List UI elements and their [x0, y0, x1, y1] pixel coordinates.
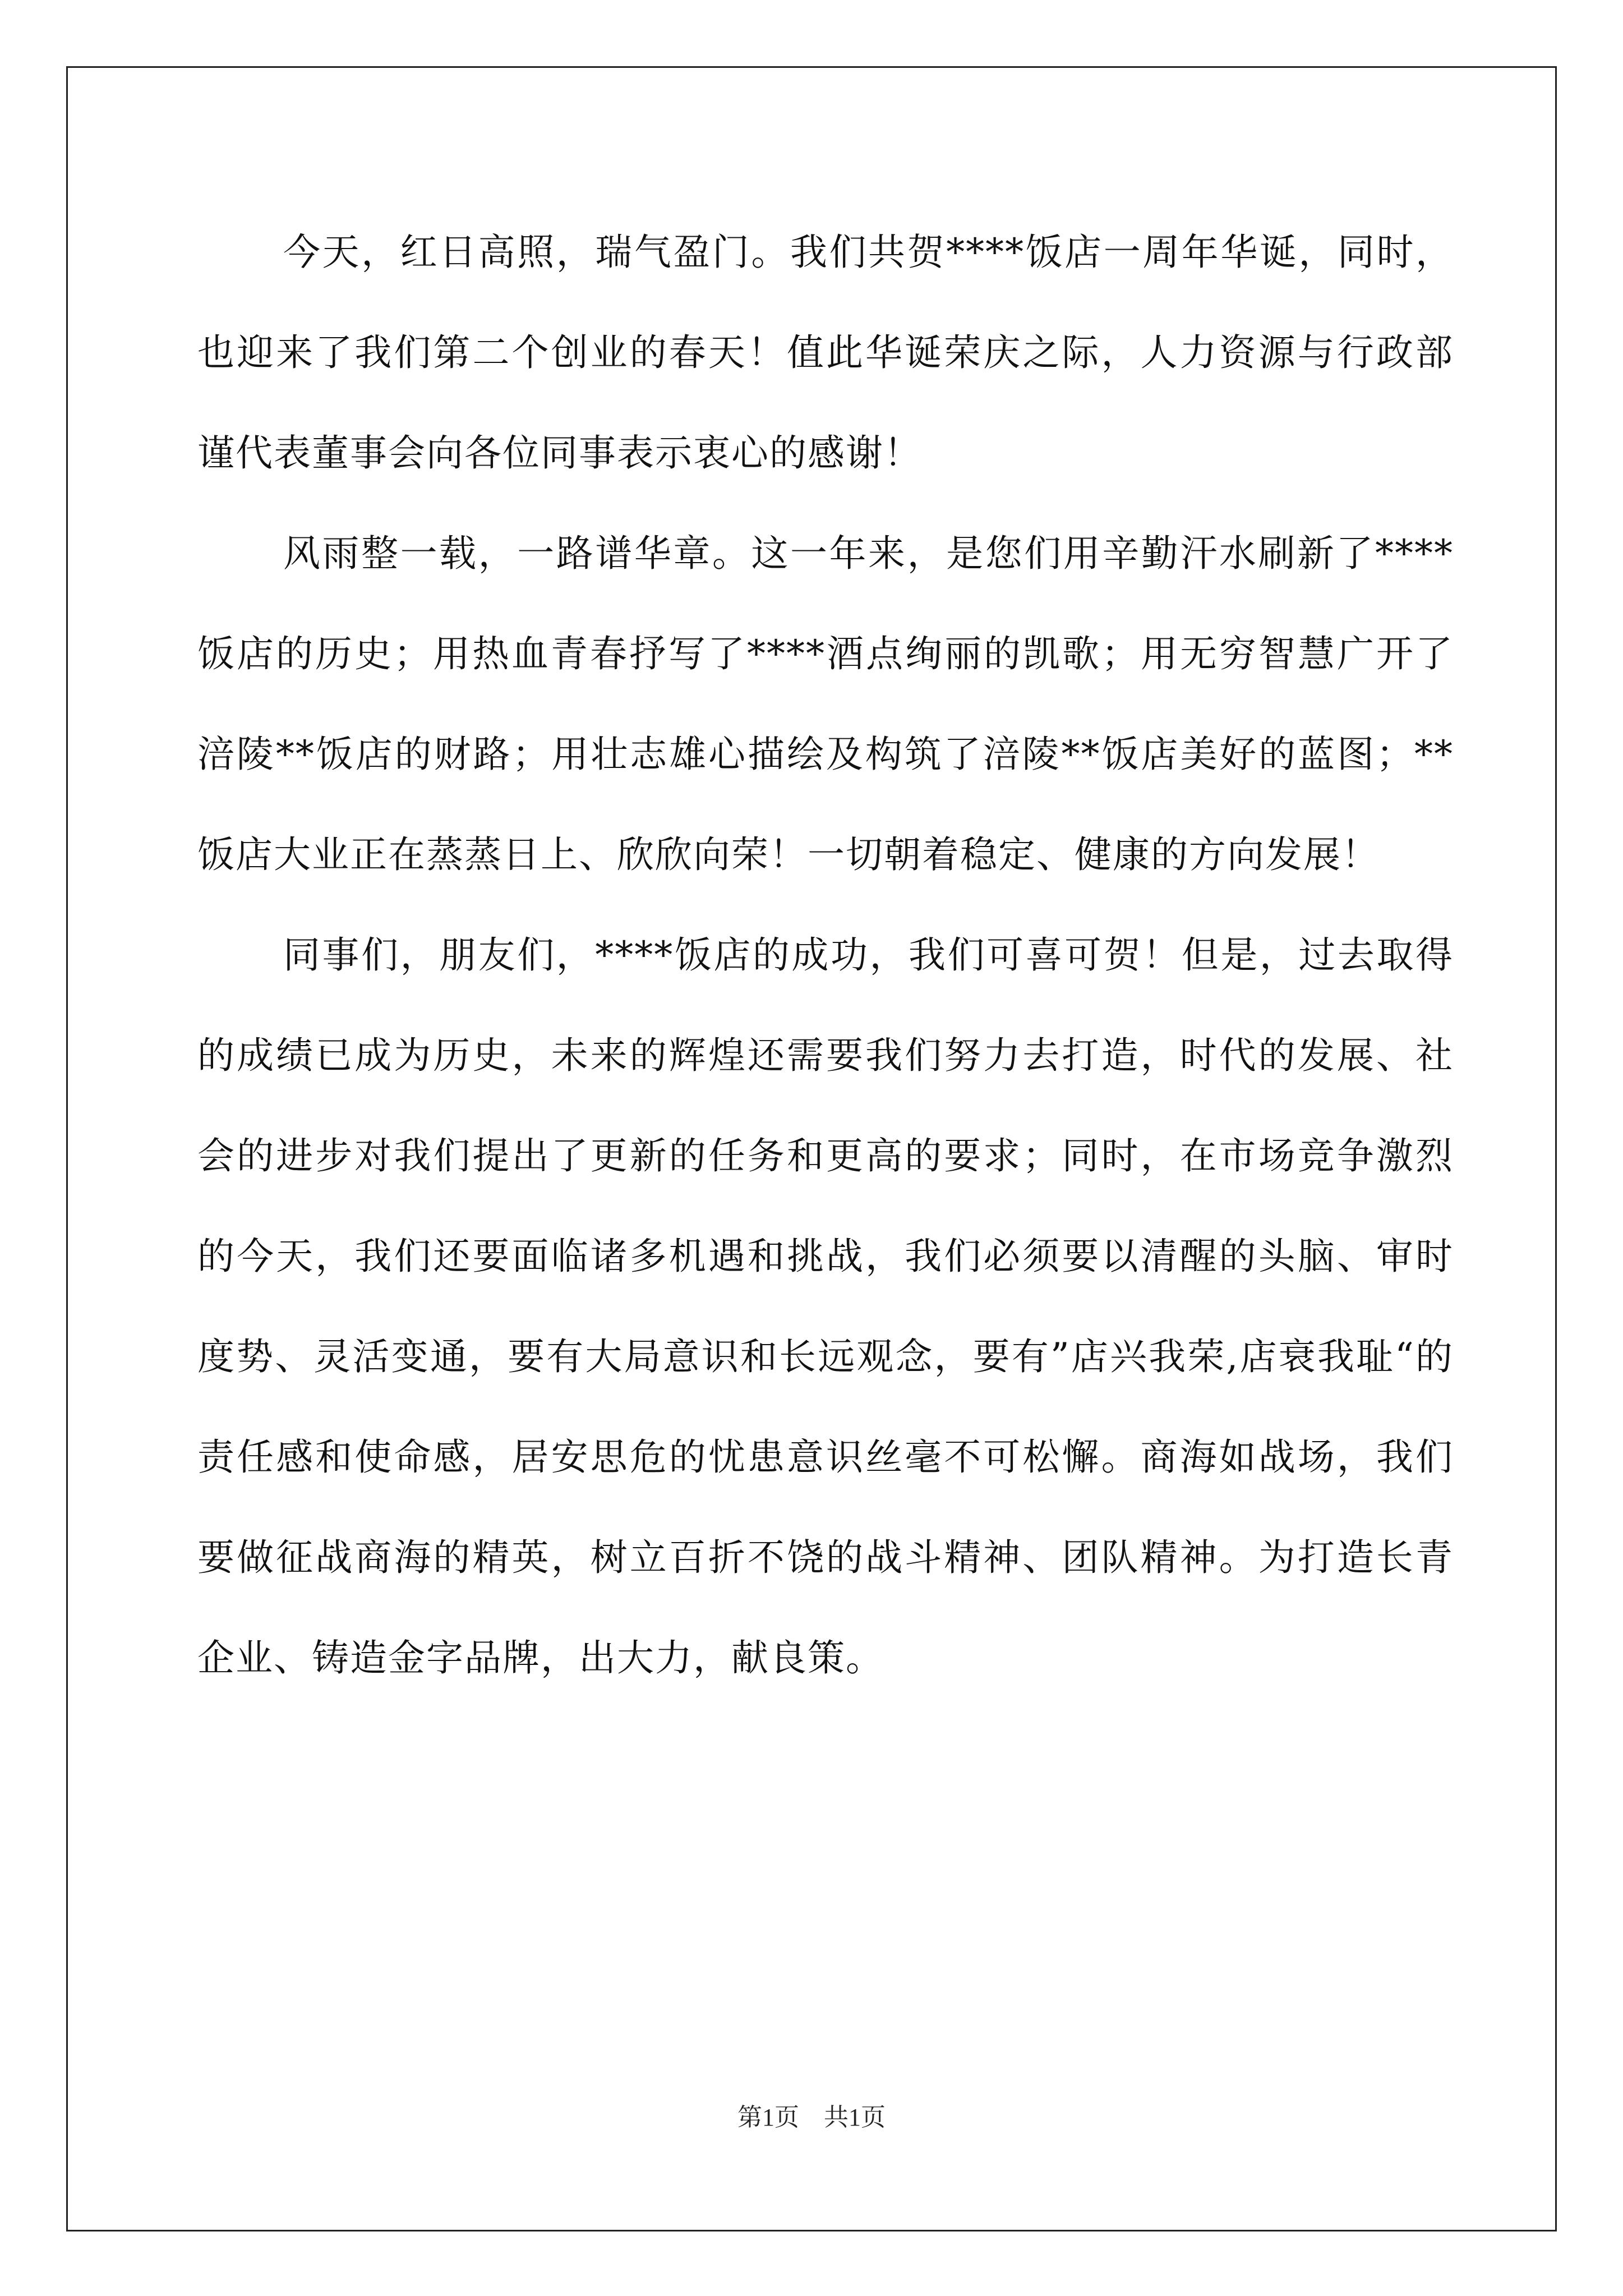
paragraph-2: 风雨整一载，一路谱华章。这一年来，是您们用辛勤汗水刷新了****饭店的历史；用热血青春抒写了****酒点绚丽的凯歌；用无穷智慧广开了涪陵**饭店的财路；用壮志雄心描绘及构筑了涪陵**饭店美好的蓝图；**饭店大业正在蒸蒸日上、欣欣向荣！一切朝着稳定、健康的方向发展！ [197, 532, 1454, 876]
document-body [197, 202, 1454, 1708]
page-number-current: 第1页 [737, 2104, 799, 2131]
page-number-total: 共1页 [824, 2104, 886, 2131]
page-footer [0, 2097, 1623, 2133]
paragraph-3: 同事们，朋友们，****饭店的成功，我们可喜可贺！但是，过去取得的成绩已成为历史，未来的辉煌还需要我们努力去打造，时代的发展、社会的进步对我们提出了更新的任务和更高的要求；同时，在市场竞争激烈的今天，我们还要面临诸多机遇和挑战，我们必须要以清醒的头脑、审时度势、灵活变通，要有大局意识和长远观念，要有”店兴我荣,店衰我耻“的责任感和使命感，居安思危的忧患意识丝毫不可松懈。商海如战场，我们要做征战商海的精英，树立百折不饶的战斗精神、团队精神。为打造长青企业、铸造金字品牌，出大力，献良策。 [197, 933, 1454, 1680]
paragraph-1: 今天，红日高照，瑞气盈门。我们共贺****饭店一周年华诞，同时，也迎来了我们第二个创业的春天！值此华诞荣庆之际，人力资源与行政部谨代表董事会向各位同事表示衷心的感谢！ [197, 231, 1454, 475]
